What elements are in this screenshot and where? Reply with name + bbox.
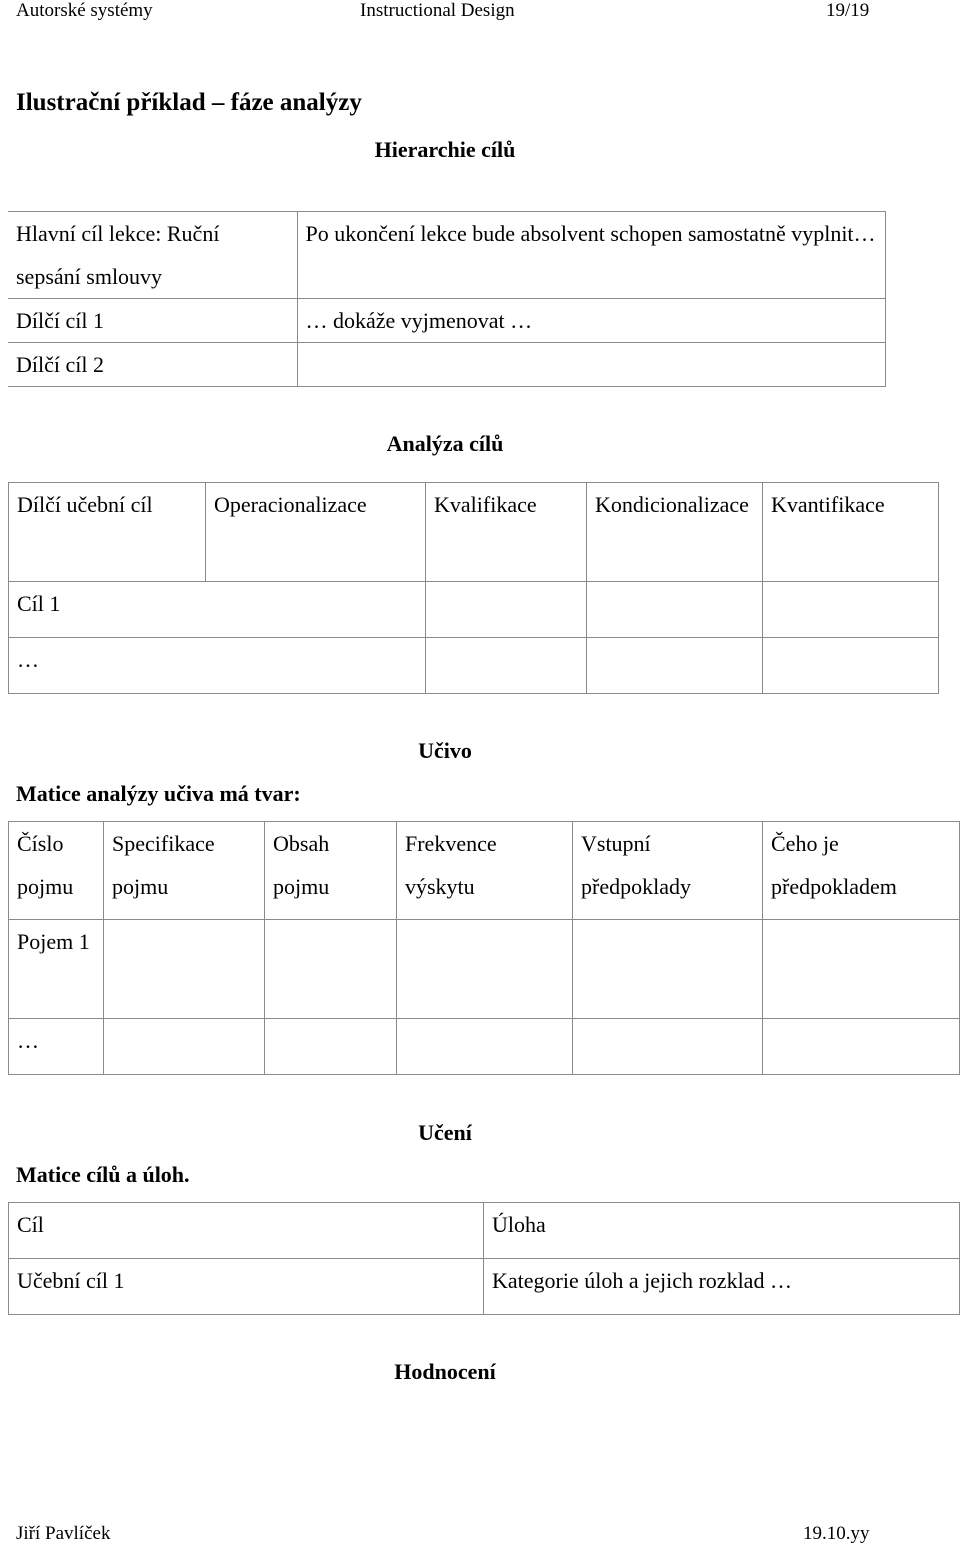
footer-author: Jiří Pavlíček	[16, 1523, 111, 1544]
learning-col-goal: Cíl	[9, 1203, 484, 1259]
learning-heading: Učení	[418, 1120, 472, 1145]
table-cell	[763, 920, 960, 1019]
curriculum-table	[8, 821, 960, 1075]
goal-analysis-col-header: Operacionalizace	[206, 483, 426, 582]
curriculum-col-header: Frekvence výskytu	[397, 822, 573, 920]
curriculum-col-header: Čeho je předpokladem	[763, 822, 960, 920]
learning-col-task: Úloha	[484, 1203, 960, 1259]
table-cell	[426, 582, 587, 638]
learning-row-goal: Učební cíl 1	[9, 1259, 484, 1315]
sub-goal-1-label: Dílčí cíl 1	[8, 299, 297, 343]
header-left-text: Autorské systémy	[16, 0, 153, 21]
page-title: Ilustrační příklad – fáze analýzy	[16, 89, 362, 116]
table-cell	[265, 1019, 397, 1075]
table-cell	[104, 920, 265, 1019]
main-goal-label: Hlavní cíl lekce: Ruční sepsání smlouvy	[8, 212, 297, 299]
curriculum-col-header: Specifikace pojmu	[104, 822, 265, 920]
evaluation-heading: Hodnocení	[394, 1359, 496, 1384]
goal-analysis-row-label: Cíl 1	[9, 582, 206, 638]
curriculum-heading: Učivo	[418, 738, 472, 763]
main-goal-text: Po ukončení lekce bude absolvent schopen samostatně vyplnit…	[297, 212, 885, 299]
header-center-text: Instructional Design	[360, 0, 515, 21]
table-cell	[104, 1019, 265, 1075]
curriculum-col-header: Vstupní předpoklady	[573, 822, 763, 920]
table-cell	[587, 638, 763, 694]
sub-goal-1-text: … dokáže vyjmenovat …	[297, 299, 885, 343]
curriculum-row-label: Pojem 1	[9, 920, 104, 1019]
sub-goal-2-text	[297, 343, 885, 387]
goal-analysis-col-header: Dílčí učební cíl	[9, 483, 206, 582]
curriculum-col-header: Obsah pojmu	[265, 822, 397, 920]
table-cell	[763, 582, 939, 638]
table-cell	[397, 920, 573, 1019]
goal-analysis-table	[8, 482, 939, 694]
hierarchy-heading: Hierarchie cílů	[374, 137, 516, 162]
table-cell	[265, 920, 397, 1019]
goal-analysis-row-label: …	[9, 638, 206, 694]
curriculum-col-header: Číslo pojmu	[9, 822, 104, 920]
curriculum-intro: Matice analýzy učiva má tvar:	[16, 781, 301, 806]
table-cell	[397, 1019, 573, 1075]
table-cell	[573, 920, 763, 1019]
goal-analysis-heading: Analýza cílů	[386, 431, 504, 456]
learning-intro: Matice cílů a úloh.	[16, 1162, 190, 1187]
goal-analysis-col-header: Kvantifikace	[763, 483, 939, 582]
learning-table	[8, 1202, 960, 1315]
table-cell	[587, 582, 763, 638]
hierarchy-table	[8, 211, 886, 387]
table-cell	[206, 638, 426, 694]
table-cell	[206, 582, 426, 638]
table-cell	[426, 638, 587, 694]
goal-analysis-col-header: Kondicionalizace	[587, 483, 763, 582]
table-cell	[763, 638, 939, 694]
header-page-number: 19/19	[826, 0, 870, 21]
table-cell	[573, 1019, 763, 1075]
curriculum-row-label: …	[9, 1019, 104, 1075]
sub-goal-2-label: Dílčí cíl 2	[8, 343, 297, 387]
table-cell	[763, 1019, 960, 1075]
goal-analysis-col-header: Kvalifikace	[426, 483, 587, 582]
learning-row-task: Kategorie úloh a jejich rozklad …	[484, 1259, 960, 1315]
footer-date: 19.10.yy	[803, 1523, 870, 1544]
